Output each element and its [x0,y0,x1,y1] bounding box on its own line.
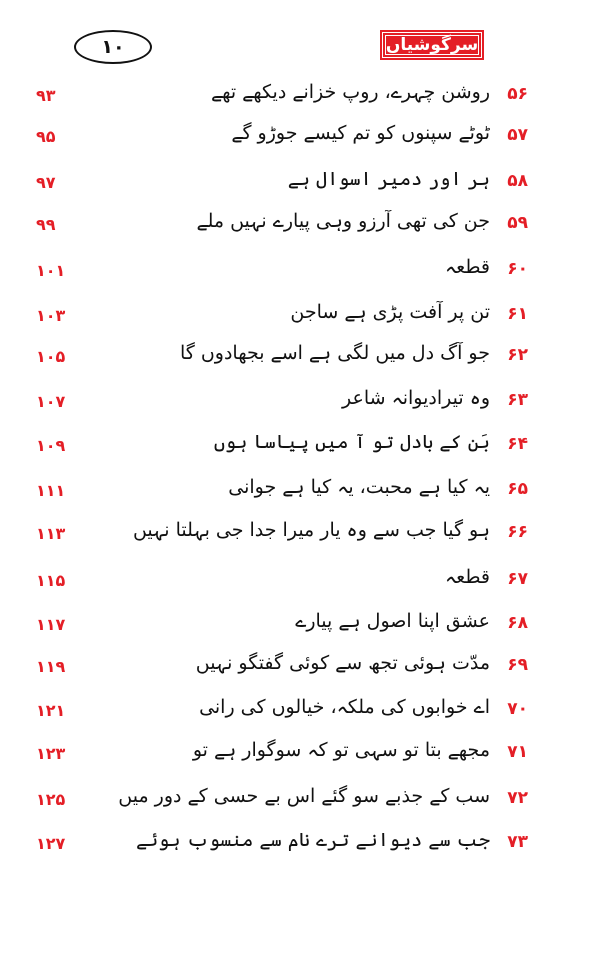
entry-page-number: ۱۰۵ [36,347,66,366]
entry-number: ۵۹ [507,213,528,233]
entry-title: بَن کے بادل تو آ میں پیاسا ہوں [213,431,490,453]
entry-number: ۶۴ [507,434,528,454]
entry-title: جن کی تھی آرزو وہی پیارے نہیں ملے [196,210,490,232]
page-number: ۱۰ [74,30,152,64]
entry-page-number: ۱۰۳ [36,306,66,325]
entry-title: ہر اور دمیر اسوال ہے [287,168,490,190]
entry-page-number: ۱۲۳ [36,744,66,763]
entry-number: ۵۶ [507,84,528,104]
entry-title: مجھے بتا تو سہی تو کہ سوگوار ہے تو [192,739,490,761]
entry-title: ٹوٹے سپنوں کو تم کیسے جوڑو گے [231,122,490,144]
toc-row [0,693,600,731]
toc-row [0,339,600,377]
entry-number: ۷۲ [507,788,528,808]
entry-page-number: ۱۰۷ [36,392,66,411]
entry-title: تن پر آفت پڑی ہے ساجن [290,301,490,323]
entry-number: ۶۶ [507,522,528,542]
entry-title: اے خوابوں کی ملکہ، خیالوں کی رانی [199,696,490,718]
entry-number: ۶۳ [507,390,528,410]
entry-page-number: ۱۱۷ [36,615,66,634]
entry-page-number: ۱۱۳ [36,524,66,543]
toc-row [0,119,600,157]
toc-row [0,826,600,864]
toc-row [0,649,600,687]
toc-row [0,428,600,466]
entry-page-number: ۱۱۱ [36,481,66,500]
toc-row [0,298,600,336]
entry-page-number: ۱۲۷ [36,834,66,853]
entry-page-number: ۱۱۵ [36,571,66,590]
entry-page-number: ۹۷ [36,173,56,192]
entry-page-number: ۹۵ [36,127,56,146]
entry-page-number: ۱۰۱ [36,261,66,280]
toc-row [0,165,600,203]
entry-title: یہ کیا ہے محبت، یہ کیا ہے جوانی [228,476,490,498]
entry-title: ہو گیا جب سے وہ یار میرا جدا جی بہلتا نہیں [132,519,490,541]
entry-number: ۶۷ [507,569,528,589]
entry-title: قطعہ [445,256,490,278]
toc-row [0,782,600,820]
entry-number: ۶۱ [507,304,528,324]
toc-row [0,253,600,291]
entry-page-number: ۱۲۱ [36,701,66,720]
entry-number: ۵۸ [507,171,528,191]
toc-row [0,473,600,511]
entry-page-number: ۹۳ [36,86,56,105]
entry-number: ۵۷ [507,125,528,145]
entry-number: ۶۹ [507,655,528,675]
entry-page-number: ۱۱۹ [36,657,66,676]
toc-row [0,736,600,774]
entry-number: ۶۲ [507,345,528,365]
book-title-banner: سرگوشیاں [380,30,484,60]
entry-number: ۶۵ [507,479,528,499]
toc-row [0,563,600,601]
entry-number: ۷۰ [507,699,528,719]
entry-title: جب سے دیوانے ترے نام سے منسوب ہوئے [136,829,490,851]
entry-number: ۶۰ [507,259,528,279]
entry-title: وہ تیرادیوانہ شاعر [342,387,490,409]
toc-row [0,384,600,422]
entry-page-number: ۱۰۹ [36,436,66,455]
entry-page-number: ۱۲۵ [36,790,66,809]
toc-row [0,78,600,116]
entry-number: ۶۸ [507,613,528,633]
entry-title: مدّت ہوئی تجھ سے کوئی گفتگو نہیں [195,652,490,674]
entry-title: سب کے جذبے سو گئے اس بے حسی کے دور میں [118,785,490,807]
entry-title: قطعہ [445,566,490,588]
entry-number: ۷۱ [507,742,528,762]
entry-number: ۷۳ [507,832,528,852]
entry-title: روشن چہرے، روپ خزانے دیکھے تھے [210,81,490,103]
entry-page-number: ۹۹ [36,215,56,234]
toc-row [0,516,600,554]
entry-title: عشق اپنا اصول ہے پیارے [295,610,490,632]
toc-row [0,207,600,245]
toc-row [0,607,600,645]
entry-title: جو آگ دل میں لگی ہے اسے بجھادوں گا [179,342,490,364]
